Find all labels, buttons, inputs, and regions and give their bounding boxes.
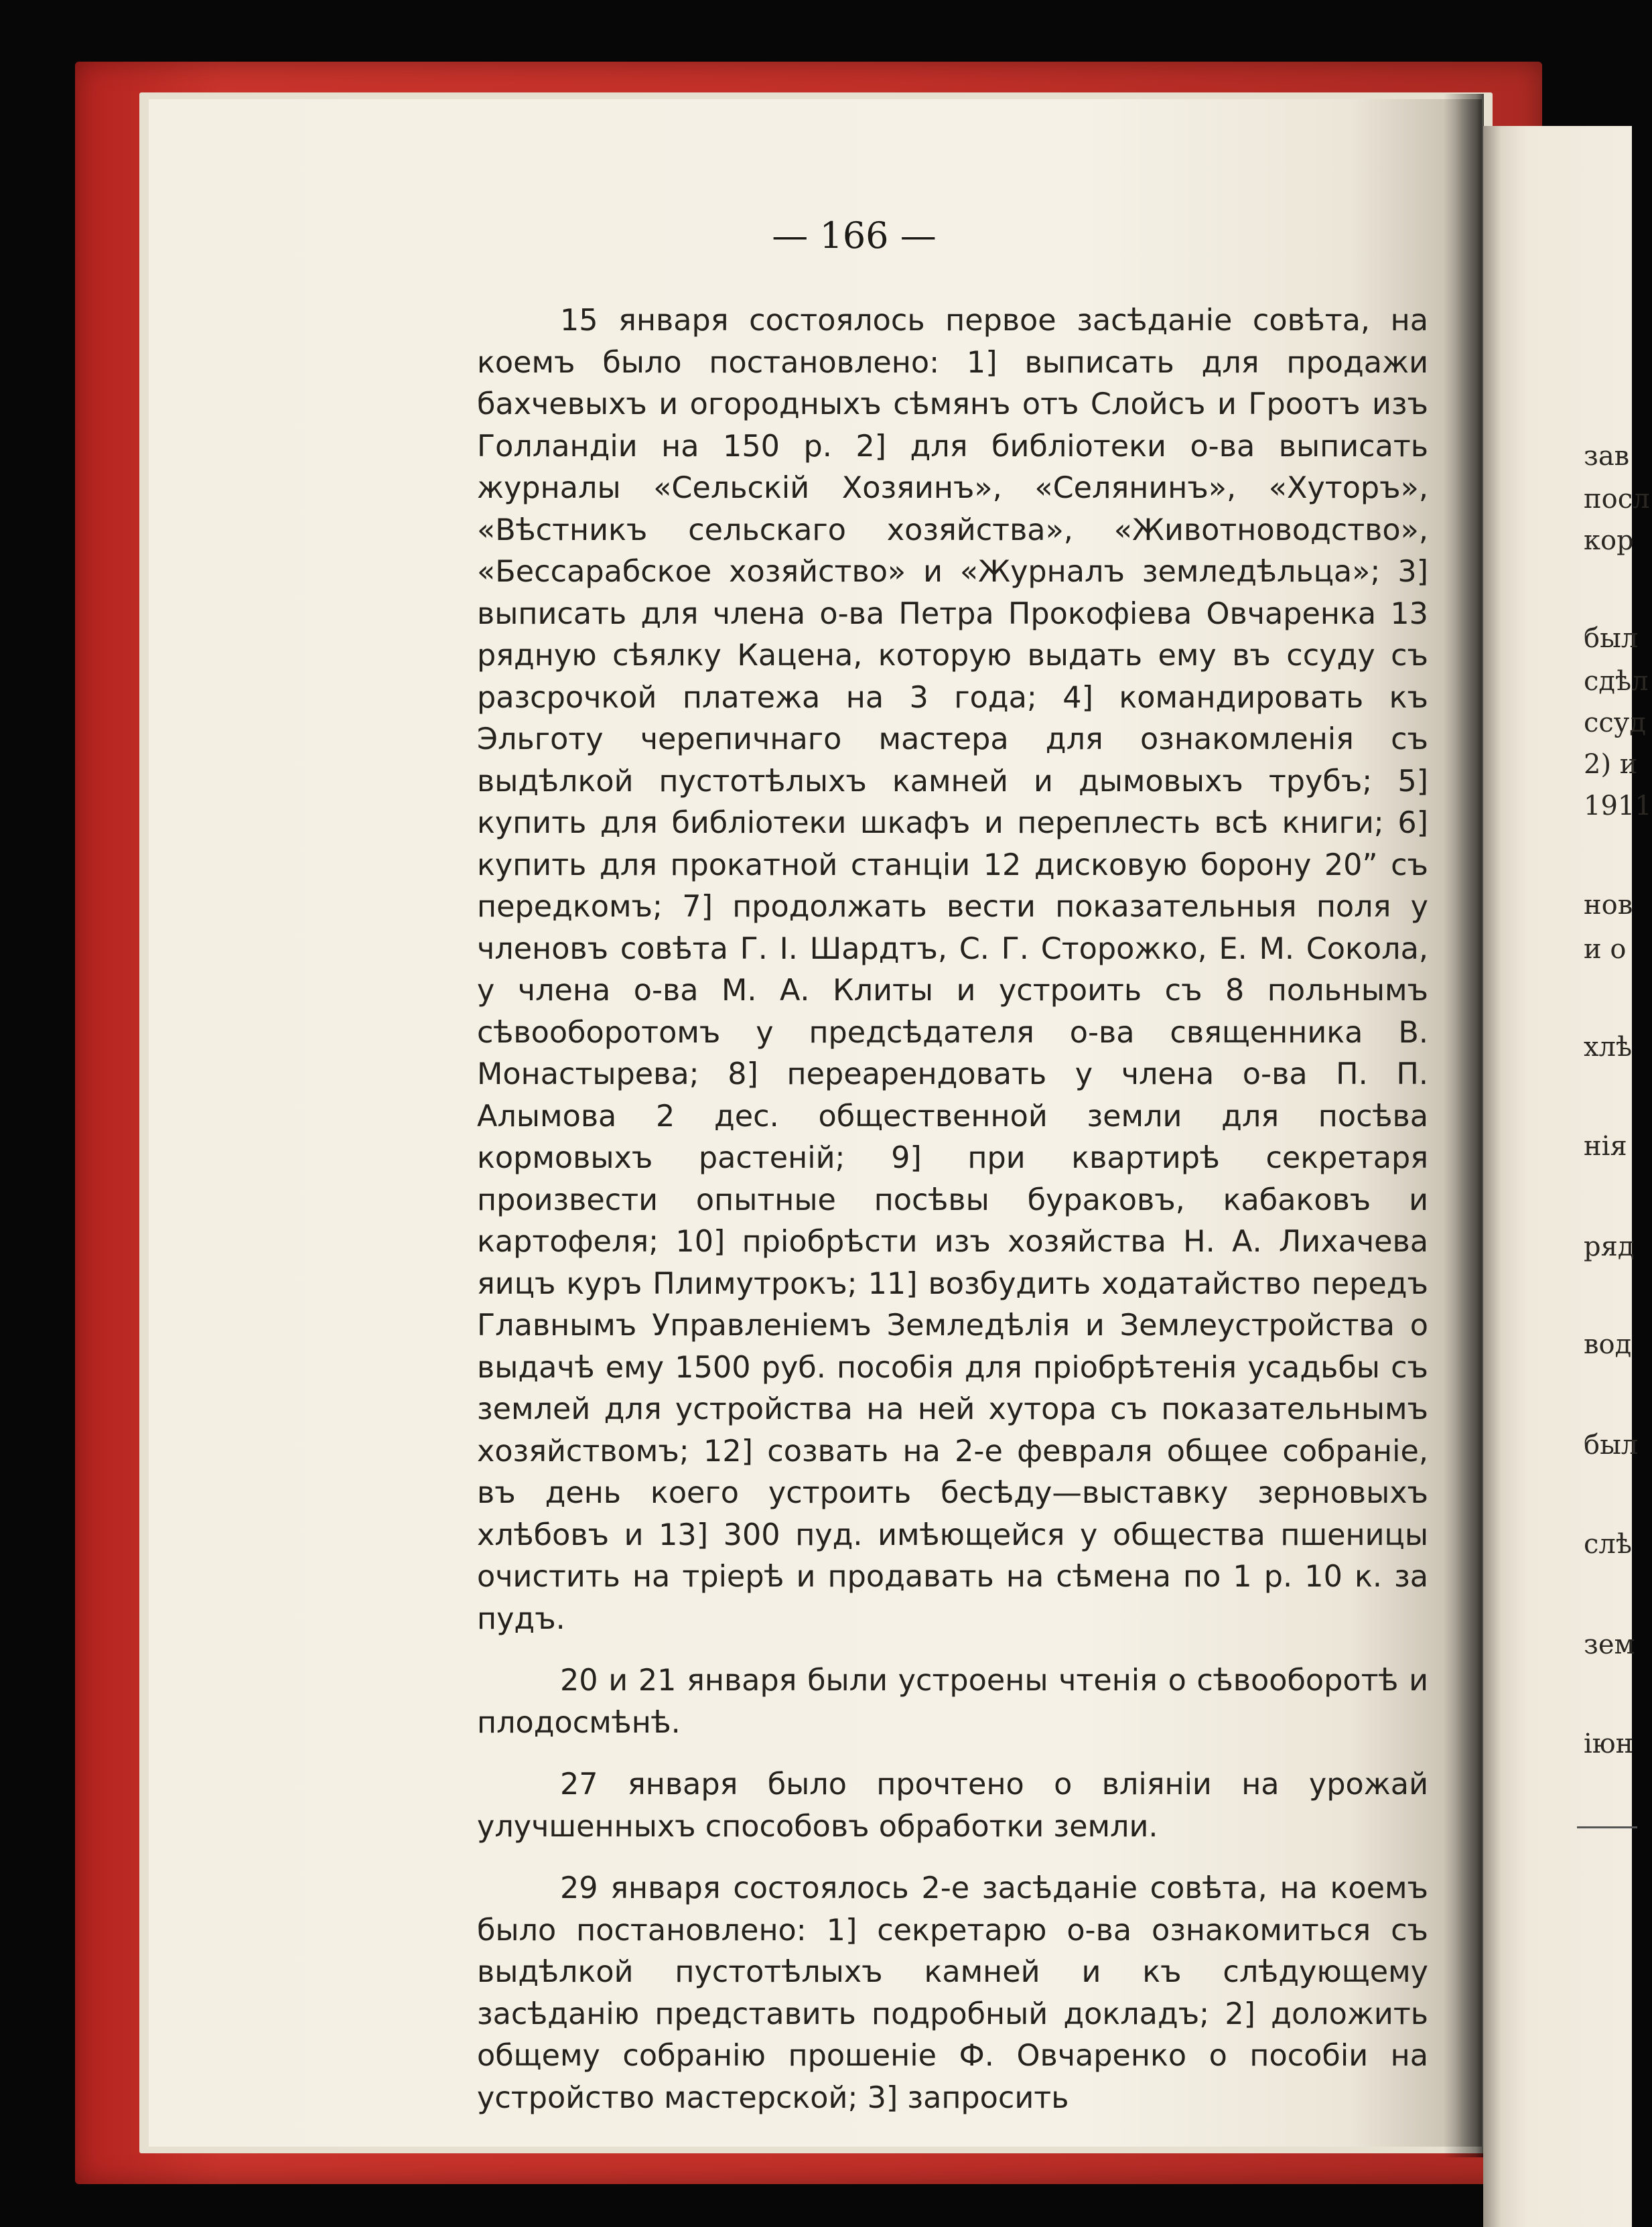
facing-fragment: был (1584, 1430, 1639, 1461)
paragraph: 20 и 21 января были устроены чтенія о сѣвооборотѣ и плодосмѣнѣ. (477, 1664, 1428, 1740)
facing-fragment: нія (1584, 1131, 1627, 1162)
facing-fragment: зем (1584, 1629, 1635, 1660)
paragraph: 27 января было прочтено о вліяніи на урожай улучшенныхъ способовъ обработки земли. (477, 1767, 1428, 1844)
facing-fragment: хлѣ (1584, 1032, 1633, 1063)
facing-fragment: был (1584, 623, 1639, 654)
facing-fragment: зав (1584, 441, 1630, 472)
page-gutter-shadow (1444, 94, 1484, 2157)
facing-fragment: сдѣл (1584, 666, 1649, 697)
facing-page (1483, 126, 1652, 2227)
facing-fragment: ссуд (1584, 707, 1646, 738)
facing-fragment: и о (1584, 934, 1627, 965)
facing-fragment: кор (1584, 525, 1634, 556)
facing-fragment: 2) и (1584, 749, 1638, 780)
facing-fragment: слѣ (1584, 1529, 1632, 1560)
page-number: — 166 — (772, 214, 937, 257)
paragraph: 15 января состоялось первое засѣданіе совѣта, на коемъ было постановлено: 1] выписать для продажи бахчевыхъ и огородныхъ сѣмянъ отъ Слойсъ и Гроотъ изъ Голландіи на 150 р. 2] для библіотеки о-ва выписать журналы «Сельскій Хозяинъ», «Селянинъ», «Хуторъ», «Вѣстникъ сельскаго хозяйства», «Животноводство», «Бессарабское хозяйство» и «Журналъ земледѣльца»; 3] выписать для члена о-ва Петра Прокофіева Овчаренка 13 рядную сѣялку Кацена, которую выдать ему въ ссуду съ разсрочкой платежа на 3 года; 4] командировать къ Эльготу черепичнаго мастера для ознакомленія съ выдѣлкой пустотѣлыхъ камней и дымовыхъ трубъ; 5] купить для библіотеки шкафъ и переплесть всѣ книги; 6] купить для прокатной станціи 12 дисковую борону 20” съ передкомъ; 7] продолжать вести показательныя поля у членовъ совѣта Г. І. Шардтъ, С. Г. Сторожко, Е. М. Сокола, у члена о-ва М. А. Клиты и устроить съ 8 польнымъ сѣвооборотомъ у предсѣдателя о-ва священника В. Монастырева; 8] переарендовать у члена о-ва П. П. Алымова 2 дес. общественной земли для посѣва кормовыхъ растеній; 9] при квартирѣ секретаря произвести опытные посѣвы бураковъ, кабаковъ и картофеля; 10] пріобрѣсти изъ хозяйства Н. А. Лихачева яицъ куръ Плимутрокъ; 11] возбудить ходатайство передъ Главнымъ Управленіемъ Земледѣлія и Землеустройства о выдачѣ ему 1500 руб. пособія для пріобрѣтенія усадьбы съ землей для устройства на ней хутора съ показательнымъ хозяйствомъ; 12] созвать на 2-е февраля общее собраніе, въ день коего устроить бесѣду—выставку зерновыхъ хлѣбовъ и 13] 300 пуд. имѣющейся у общества пшеницы очистить на тріерѣ и продавать на сѣмена по 1 р. 10 к. за пудъ. (477, 303, 1428, 1636)
footnote-rule (1577, 1826, 1637, 1828)
facing-fragment: нов (1584, 890, 1633, 921)
paragraph: 29 января состоялось 2-е засѣданіе совѣта, на коемъ было постановлено: 1] секретарю о-ва ознакомиться съ выдѣлкой пустотѣлыхъ камней и къ слѣдующему засѣданію представить подробный докладъ; 2] доложить общему собранію прошеніе Ф. Овчаренко о пособіи на устройство мастерской; 3] запросить (477, 1871, 1428, 2115)
facing-fragment: посл (1584, 484, 1650, 515)
page-body (477, 300, 1428, 2119)
facing-fragment: вод (1584, 1329, 1632, 1360)
facing-fragment: іюн (1584, 1729, 1634, 1759)
facing-fragment: 1911 (1584, 791, 1652, 821)
facing-fragment: ряд (1584, 1231, 1635, 1262)
